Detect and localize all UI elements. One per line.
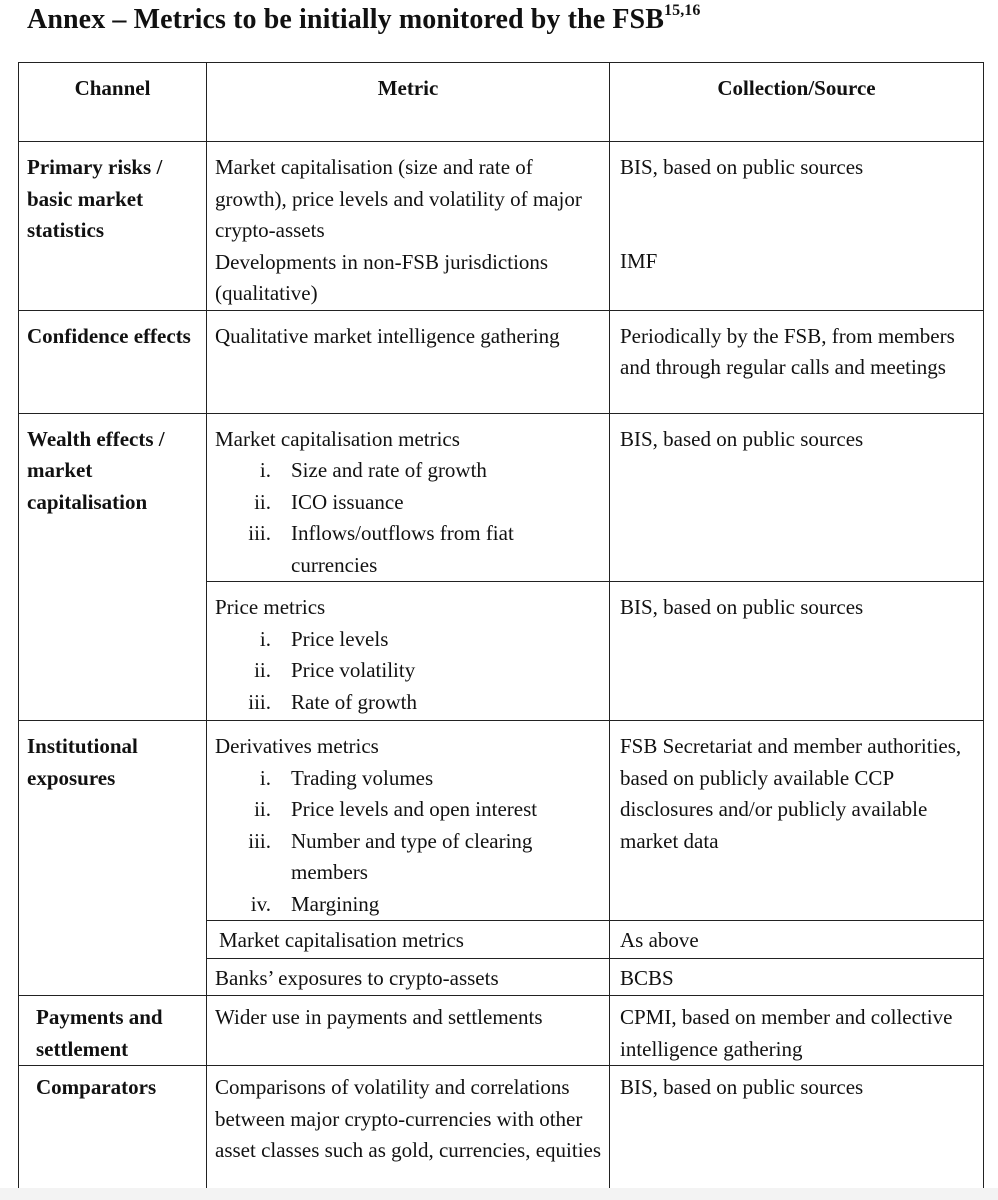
metric-confidence: Qualitative market intelligence gathering: [207, 310, 610, 413]
list-item: ii. Price levels and open interest: [254, 797, 538, 821]
metric-primary-1: Market capitalisation (size and rate of growth), price levels and volatility of major crypto-assets: [215, 155, 582, 242]
title-text: Annex – Metrics to be initially monitored by the FSB: [27, 4, 664, 35]
metric-payments: Wider use in payments and settlements: [207, 996, 610, 1066]
source-derivatives: FSB Secretariat and member authorities, based on publicly available CCP disclosures and/or publicly available market data: [610, 721, 984, 921]
metric-wealth-price-heading: Price metrics: [215, 595, 326, 619]
header-channel: Channel: [19, 63, 207, 142]
source-wealth-cap: BIS, based on public sources: [610, 413, 984, 582]
list-item: i. Price levels: [259, 626, 389, 651]
table-row-institutional-derivatives: [19, 721, 984, 921]
source-confidence: Periodically by the FSB, from members and through regular calls and meetings: [610, 310, 984, 413]
footnote-refs: 15,16: [664, 2, 701, 19]
channel-confidence: Confidence effects: [19, 310, 207, 413]
list-item: ii. ICO issuance: [254, 489, 404, 514]
channel-comparators: Comparators: [19, 1066, 207, 1200]
list-item: i. Trading volumes: [259, 765, 434, 790]
metric-comparators: Comparisons of volatility and correlations between major crypto-currencies with other asset classes such as gold, currencies, equities: [207, 1066, 610, 1200]
channel-institutional: Institutional exposures: [19, 721, 207, 996]
source-cell-primary: [610, 142, 984, 311]
source-comparators: BIS, based on public sources: [610, 1066, 984, 1200]
metric-primary-2: Developments in non-FSB jurisdictions (qualitative): [215, 249, 549, 305]
list-item: i. Size and rate of growth: [259, 458, 487, 482]
metric-cell-derivatives: [207, 721, 610, 921]
list-item: ii. Price volatility: [254, 658, 416, 682]
header-source: Collection/Source: [610, 63, 984, 142]
metric-wealth-cap-heading: Market capitalisation metrics: [215, 426, 460, 451]
source-primary-1: BIS, based on public sources: [620, 155, 864, 179]
table-row-payments: [19, 996, 984, 1066]
metric-cell-primary: [207, 142, 610, 311]
list-item: iii. Number and type of clearing members: [248, 828, 533, 884]
source-payments: CPMI, based on member and collective intelligence gathering: [610, 996, 984, 1066]
page-bottom-strip: [0, 1188, 998, 1200]
header-metric: Metric: [207, 63, 610, 142]
list-item: iii. Inflows/outflows from fiat currencies: [248, 521, 514, 577]
source-primary-2: IMF: [620, 248, 658, 273]
source-institutional-banks: BCBS: [610, 959, 984, 996]
source-institutional-market-cap: As above: [610, 921, 984, 959]
metrics-table: [18, 62, 984, 1200]
metric-derivatives-heading: Derivatives metrics: [215, 734, 379, 758]
channel-payments: Payments and settlement: [19, 996, 207, 1066]
table-row-wealth-cap: [19, 413, 984, 582]
channel-primary-risks: Primary risks / basic market statistics: [19, 142, 207, 311]
table-row-comparators: [19, 1066, 984, 1200]
metric-cell-wealth-price: [207, 582, 610, 721]
table-row-primary-risks: [19, 142, 984, 311]
channel-wealth: Wealth effects / market capitalisation: [19, 413, 207, 721]
list-item: iii. Rate of growth: [248, 689, 417, 714]
page-title: [27, 4, 701, 36]
metric-cell-wealth-cap: [207, 413, 610, 582]
metric-institutional-market-cap: Market capitalisation metrics: [207, 921, 610, 959]
list-item: iv. Margining: [250, 891, 380, 916]
table-header-row: [19, 63, 984, 142]
source-wealth-price: BIS, based on public sources: [610, 582, 984, 721]
metric-institutional-banks: Banks’ exposures to crypto-assets: [207, 959, 610, 996]
table-row-confidence: [19, 310, 984, 413]
